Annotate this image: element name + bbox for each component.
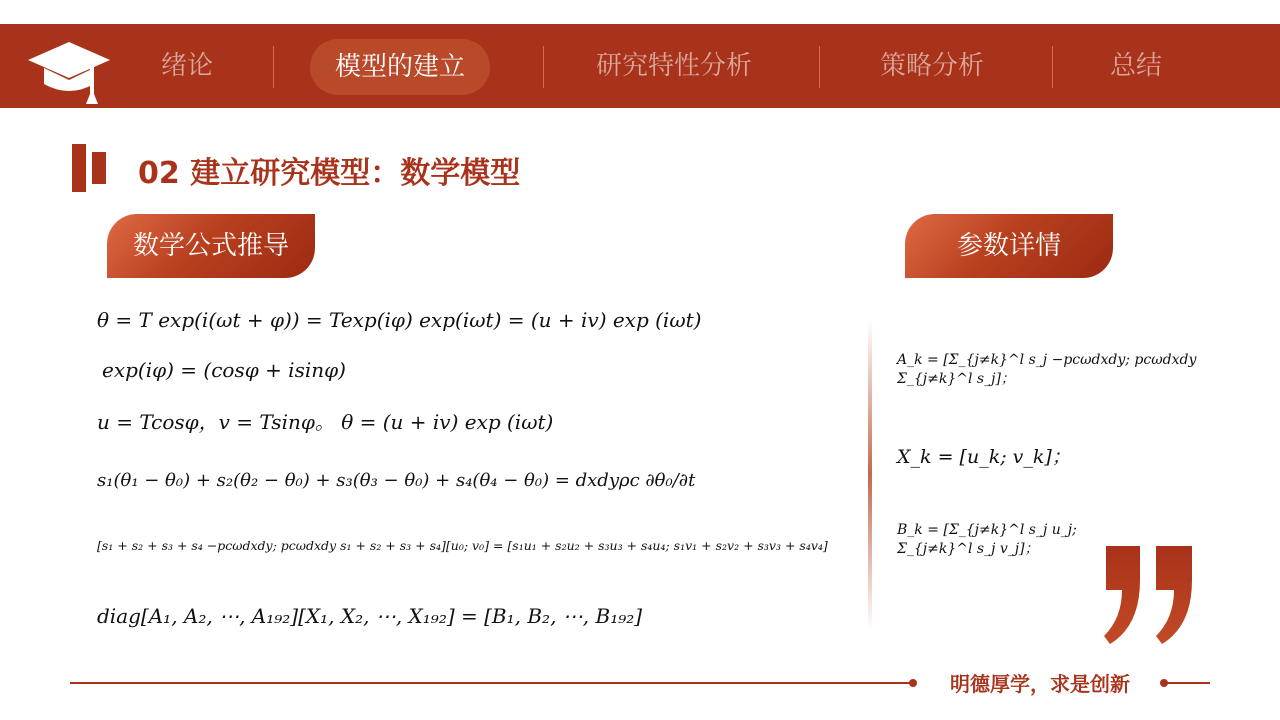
nav-separator xyxy=(819,46,820,88)
param-x-k: X_k = [u_k; v_k]； xyxy=(897,446,1071,468)
bottom-divider-line xyxy=(70,682,912,684)
nav-item-intro[interactable]: 绪论 xyxy=(161,51,214,81)
param-a-k: A_k = [Σ_{j≠k}^l s_j −pcωdxdy; pcωdxdy Σ_{j≠k}^l s_j]； xyxy=(897,352,1197,387)
vertical-divider xyxy=(868,320,872,630)
formula-line-3: u = Tcosφ，v = Tsinφ。 θ = (u + iv) exp (iωt) xyxy=(97,410,554,434)
formula-line-2: exp(iφ) = (cosφ + isinφ) xyxy=(102,358,346,382)
bottom-dot xyxy=(909,679,917,687)
nav-item-label: 模型的建立 xyxy=(334,52,465,82)
formula-line-6: diag[A₁, A₂, ⋯, A₁₉₂][X₁, X₂, ⋯, X₁₉₂] = [B₁, B₂, ⋯, B₁₉₂] xyxy=(97,604,643,628)
quote-mark-icon xyxy=(1098,540,1198,650)
nav-item-strategy[interactable]: 策略分析 xyxy=(880,51,985,81)
motto-text: 明德厚学，求是创新 xyxy=(950,672,1130,696)
bottom-divider-line-right xyxy=(1166,682,1210,684)
nav-separator xyxy=(1052,46,1053,88)
param-b-k: B_k = [Σ_{j≠k}^l s_j u_j; Σ_{j≠k}^l s_j v_j]； xyxy=(897,522,1077,557)
formula-line-4: s₁(θ₁ − θ₀) + s₂(θ₂ − θ₀) + s₃(θ₃ − θ₀) + s₄(θ₄ − θ₀) = dxdyρc ∂θ₀/∂t xyxy=(97,470,696,491)
nav-item-analysis[interactable]: 研究特性分析 xyxy=(596,51,753,81)
nav-separator xyxy=(273,46,274,88)
nav-item-model-active[interactable] xyxy=(310,39,490,95)
section-title: 02 建立研究模型：数学模型 xyxy=(138,156,521,191)
nav-separator xyxy=(543,46,544,88)
formula-line-1: θ = T exp(i(ωt + φ)) = Texp(iφ) exp(iωt) = (u + iv) exp (iωt) xyxy=(97,308,702,332)
graduation-cap-icon xyxy=(26,38,112,108)
top-nav-bar xyxy=(0,24,1280,108)
title-accent-bar xyxy=(72,144,86,192)
nav-item-summary[interactable]: 总结 xyxy=(1110,51,1163,81)
title-accent-bar-small xyxy=(92,152,106,184)
tag-parameter-details: 参数详情 xyxy=(905,214,1113,278)
tag-formula-derivation: 数学公式推导 xyxy=(107,214,315,278)
formula-line-5: [s₁ + s₂ + s₃ + s₄ −pcωdxdy; pcωdxdy s₁ + s₂ + s₃ + s₄][u₀; v₀] = [s₁u₁ + s₂u₂ + s₃u₃ + s₄u₄; s₁v₁ + s₂v₂ + s₃v₃ + s₄v₄] xyxy=(97,538,828,553)
